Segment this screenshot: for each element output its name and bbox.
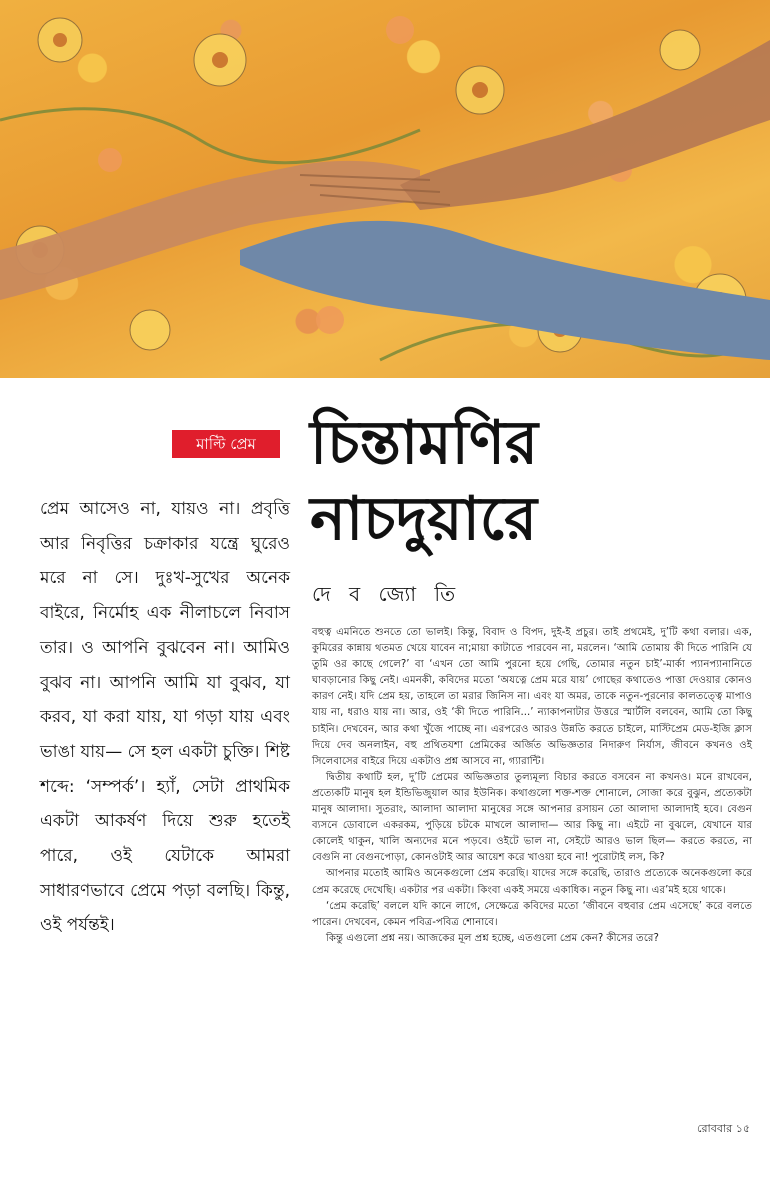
article-body [312, 625, 752, 947]
article-title: চিন্তামণির নাচদুয়ারে [310, 408, 539, 554]
header-illustration [0, 0, 770, 378]
body-paragraph: ‘প্রেম করেছি’ বললে যদি কানে লাগে, সেক্ষেত্রে কবিদের মতো ‘জীবনে বহুবার প্রেম এসেছে’ করে বলতে পারেন। দেখবেন, কেমন পবিত্র-পবিত্র শোনাবে। [312, 900, 752, 928]
section-tag: মাল্টি প্রেম [172, 430, 280, 458]
pullquote: প্রেম আসেও না, যায়ও না। প্রবৃত্তি আর নিবৃত্তির চক্রাকার যন্ত্রে ঘুরেও মরে না সে। দুঃখ-সুখের অনেক বাইরে, নির্মোহ এক নীলাচলে নিবাস তার। ও আপনি বুঝবেন না। আমিও বুঝব না। আপনি আমি যা বুঝব, যা করব, যা করা যায়, যা গড়া যায় এবং ভাঙা যায়— সে হল একটা চুক্তি। শিষ্ট শব্দে: ‘সম্পর্ক’। হ্যাঁ, সেটা প্রাথমিক একটা আকর্ষণ দিয়ে শুরু হতেই পারে, ওই যেটাকে আমরা সাধারণভাবে প্রেমে পড়া বলছি। কিন্তু, ওই পর্যন্তই। [40, 499, 290, 936]
hands-illustration [0, 0, 770, 378]
upper-arm-right [400, 40, 770, 210]
body-paragraph: আপনার মতোই আমিও অনেকগুলো প্রেম করেছি। যাদের সঙ্গে করেছি, তারাও প্রত্যেকে অনেকগুলো করে প্রেম করেছে দেখেছি। একটার পর একটা। কিংবা একই সময়ে একাধিক। নতুন কিছু না। এর’মই হয়ে থাকে। [312, 868, 752, 896]
page-folio: রোববার ১৫ [697, 1122, 750, 1135]
blue-hand [240, 221, 770, 360]
body-paragraph: দ্বিতীয় কথাটি হল, দু’টি প্রেমের অভিজ্ঞতার তুল্যমূল্য বিচার করতে বসবেন না কখনও। মনে রাখবেন, প্রত্যেকটি মানুষ হল ইন্ডিভিজুয়াল আর ইউনিক। কথাগুলো শক্ত-শক্ত শোনালে, সোজা করে বুঝুন, প্রত্যেকটা মানুষ আলাদা। সুতরাং, আলাদা আলাদা মানুষের সঙ্গে আপনার রসায়ন তো আলাদা আলাদাই হবে। বেগুন ব্যসনে ডোবালে একরকম, পুড়িয়ে চটকে মাখলে আলাদা— আর কিছু না। এইটে না বুঝলে, যেখানে যার কোলেই থাকুন, খালি অন্যদের মনে পড়বে। ওইটে ভাল না, সেইটে আরও ভাল ছিল— করতে করতে, না বেগুনি না বেগুনপোড়া, কোনওটাই আর আয়েশ করে খাওয়া হবে না! পুরোটাই লস, কি? [312, 771, 752, 864]
body-paragraph: কিন্তু এগুলো প্রশ্ন নয়। আজকের মূল প্রশ্ন হচ্ছে, এতগুলো প্রেম কেন? কীসের তরে? [326, 932, 659, 944]
body-paragraph: বহুত্ব এমনিতে শুনতে তো ভালই। কিন্তু, বিবাদ ও বিপদ, দুই-ই প্রচুর। তাই প্রথমেই, দু’টি কথা বলার। এক, কুমিরের কান্নায় থতমত খেয়ে যাবেন না;মায়া কাটাতে পারবেন না, মরলেন। ‘আমি তোমায় কী দিতে পারিনি যে তুমি ওর কাছে গেলে?’ বা ‘এখন তো আমি পুরনো হয়ে গেছি, তোমার নতুন চাই’-মার্কা প্যানপ্যানানিতে ঘাবড়ানোর কিছু নেই। এমনকী, কবিদের মতো ‘অযত্নে প্রেম মরে যায়’ গোছের কথাতেও পাত্তা দেওয়ার কোনও কারণ নেই। যদি প্রেম হয়, তাহলে তা মরার জিনিস না। এবং যা অমর, তাকে নতুন-পুরনোর কালতত্ত্বে মাপাও যায় না, ধরাও যায় না। আর, ওই ‘কী দিতে পারিনি...’ ন্যাকাপনাটার উত্তরে স্মার্টলি বলবেন, আমি তো কিছু চাইনি। দেখবেন, আর কথা খুঁজে পাচ্ছে না। এরপরেও আরও উন্নতি করতে চাইলে, মাস্টিপ্রেম মেড-ইজি ক্লাস দিয়ে দেব অনলাইন, বহু প্রথিতযশা প্রেমিকের অর্জিত অভিজ্ঞতার নিদারুণ নির্যাস, জীবনে কখনও ওই সিলেবাসের বাইরে দিয়ে একটাও প্রশ্ন আসবে না, গ্যারান্টি। [312, 627, 752, 767]
author-byline: দে ব জ্যো তি [312, 582, 462, 606]
